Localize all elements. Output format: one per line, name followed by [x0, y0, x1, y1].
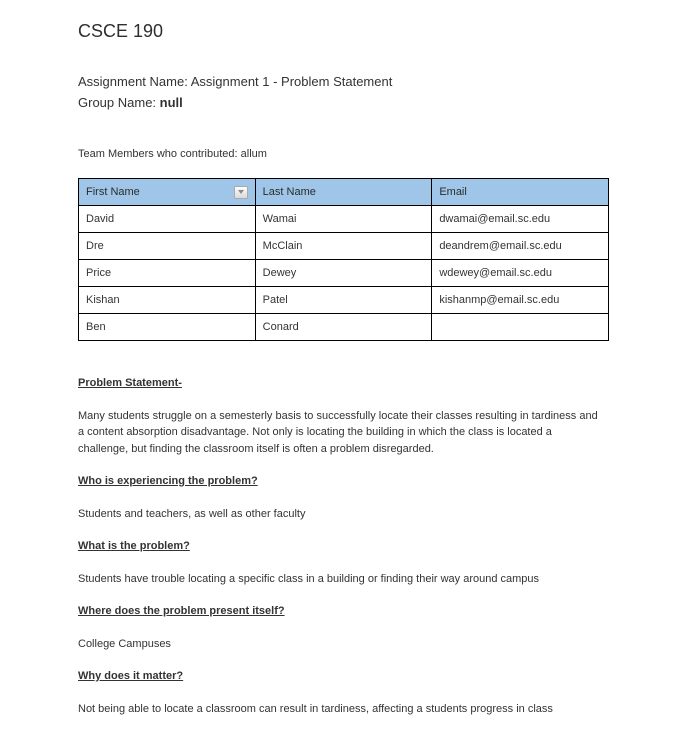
cell-first-name: Dre	[79, 233, 256, 260]
cell-last-name: Wamai	[255, 206, 432, 233]
section-heading	[78, 603, 600, 620]
meta-block	[78, 71, 615, 113]
cell-last-name: Dewey	[255, 260, 432, 287]
cell-email: wdewey@email.sc.edu	[432, 260, 609, 287]
section-why-matter	[78, 668, 600, 717]
section-who-experiencing	[78, 473, 600, 522]
cell-last-name: McClain	[255, 233, 432, 260]
cell-first-name: Price	[79, 260, 256, 287]
section-heading	[78, 668, 600, 685]
section-body: Not being able to locate a classroom can result in tardiness, affecting a students progress in class	[78, 702, 553, 715]
filter-dropdown-button[interactable]	[234, 186, 248, 199]
column-header-label: Last Name	[262, 185, 316, 198]
section-what-is-problem	[78, 538, 600, 587]
cell-first-name: Ben	[79, 314, 256, 341]
cell-last-name: Patel	[255, 287, 432, 314]
cell-email	[432, 314, 609, 341]
cell-email: kishanmp@email.sc.edu	[432, 287, 609, 314]
column-header-email	[432, 179, 609, 206]
table-header-row	[79, 179, 609, 206]
section-heading-text: Where does the problem present itself?	[78, 605, 285, 617]
section-problem-statement	[78, 375, 600, 457]
section-body: Students and teachers, as well as other faculty	[78, 507, 306, 520]
section-heading-text: Why does it matter?	[78, 670, 184, 682]
section-heading-text: What is the problem?	[78, 540, 190, 552]
contributors-value: allum	[240, 148, 267, 160]
page-title: CSCE 190	[78, 21, 164, 41]
contributors-line	[78, 146, 615, 162]
table-row	[79, 287, 609, 314]
assignment-name-label: Assignment Name:	[78, 74, 188, 89]
column-header-last-name	[255, 179, 432, 206]
team-members-table	[78, 178, 609, 341]
cell-last-name: Conard	[255, 314, 432, 341]
group-name-label: Group Name:	[78, 95, 157, 110]
contributors-label: Team Members who contributed:	[78, 148, 238, 160]
cell-first-name: Kishan	[79, 287, 256, 314]
section-heading	[78, 473, 600, 490]
section-body: Many students struggle on a semesterly basis to successfully locate their classes resulting in tardiness and a content absorption disadvantage. Not only is locating the building in which the class is located a challenge, but finding the classroom itself is often a problem disregarded.	[78, 409, 598, 455]
group-name-line	[78, 92, 615, 113]
section-where-present	[78, 603, 600, 652]
cell-email: deandrem@email.sc.edu	[432, 233, 609, 260]
column-header-label: Email	[439, 185, 467, 198]
sections	[78, 375, 600, 717]
section-body: College Campuses	[78, 637, 171, 650]
table-row	[79, 233, 609, 260]
column-header-first-name	[79, 179, 256, 206]
group-name-value: null	[159, 95, 183, 110]
section-body: Students have trouble locating a specific class in a building or finding their way around campus	[78, 572, 540, 585]
section-heading-text: Problem Statement-	[78, 377, 182, 389]
chevron-down-icon	[238, 190, 244, 194]
section-heading-text: Who is experiencing the problem?	[78, 475, 258, 487]
cell-first-name: David	[79, 206, 256, 233]
cell-email: dwamai@email.sc.edu	[432, 206, 609, 233]
section-heading	[78, 375, 600, 392]
column-header-label: First Name	[86, 185, 140, 198]
table-row	[79, 314, 609, 341]
section-heading	[78, 538, 600, 555]
assignment-name-line	[78, 71, 615, 92]
table-row	[79, 260, 609, 287]
table-row	[79, 206, 609, 233]
assignment-name-value: Assignment 1 - Problem Statement	[190, 74, 393, 89]
